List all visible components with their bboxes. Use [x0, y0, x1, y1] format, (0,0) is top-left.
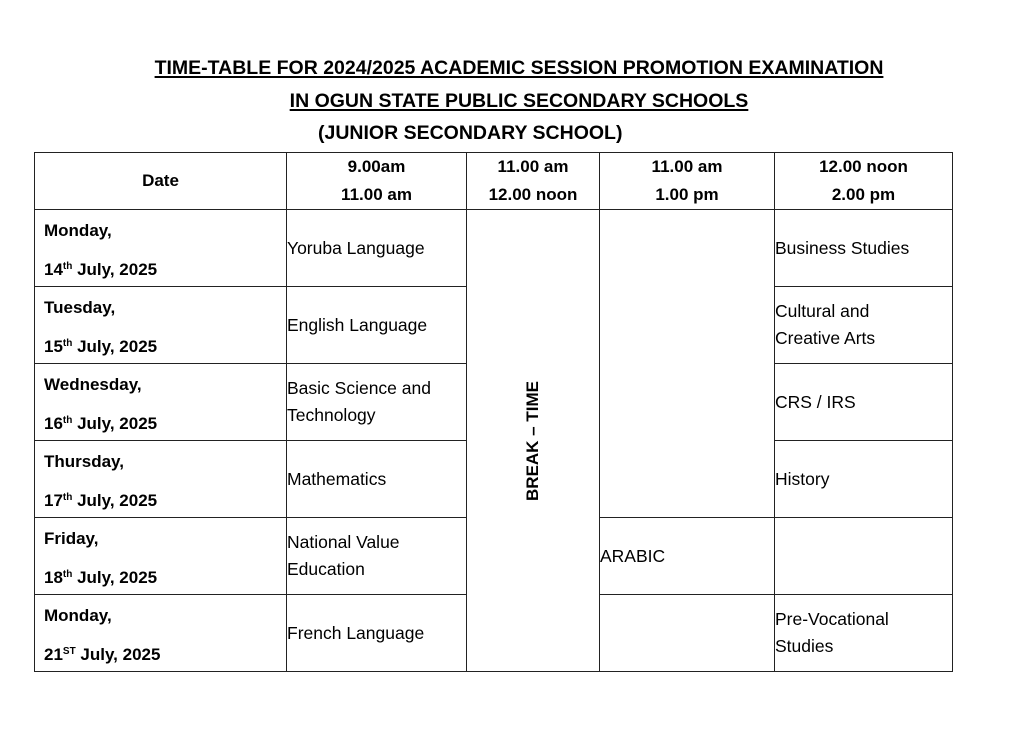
header-slot-3: [600, 153, 775, 210]
slot-4-end: 2.00 pm: [831, 185, 896, 204]
subject-line: History: [775, 468, 830, 489]
subject-line: Mathematics: [287, 468, 387, 489]
subject-line: Yoruba Language: [287, 237, 425, 258]
subject-line: English Language: [287, 314, 428, 335]
subject-line: Basic Science and: [287, 378, 431, 398]
date-number: 15: [44, 337, 63, 356]
timetable: [34, 152, 953, 672]
slot-3-start: 11.00 am: [651, 157, 723, 176]
slot-1-cell: [287, 595, 467, 672]
day-label: Monday,: [44, 221, 112, 240]
subject-line: Business Studies: [775, 237, 910, 258]
date-suffix: th: [62, 492, 73, 503]
header-slot-1: [287, 153, 467, 210]
break-time-cell: [467, 210, 600, 672]
subject-line: Education: [287, 559, 365, 579]
date-label: [44, 491, 157, 511]
date-month-year: July, 2025: [72, 337, 158, 356]
subject-line: Creative Arts: [775, 328, 876, 348]
date-label: [44, 568, 157, 588]
slot-4-cell: [775, 518, 953, 595]
date-month-year: July, 2025: [75, 645, 161, 664]
slot-3-cell: [600, 518, 775, 595]
date-suffix: th: [62, 569, 73, 580]
slot-1-end: 11.00 am: [341, 185, 412, 204]
header-slot-2: [467, 153, 600, 210]
slot-3-end: 1.00 pm: [655, 185, 719, 204]
slot-4-cell: [775, 441, 953, 518]
slot-1-cell: [287, 364, 467, 441]
subject-line: ARABIC: [600, 545, 666, 566]
header-slot-4: [775, 153, 953, 210]
date-cell: [35, 210, 287, 287]
date-number: 16: [44, 414, 63, 433]
day-label: Thursday,: [44, 452, 124, 471]
slot-4-cell: [775, 595, 953, 672]
title-line-2: IN OGUN STATE PUBLIC SECONDARY SCHOOLS: [289, 90, 749, 112]
slot-2-end: 12.00 noon: [488, 185, 578, 204]
day-label: Friday,: [44, 529, 99, 548]
date-cell: [35, 595, 287, 672]
subject-line: Technology: [287, 405, 376, 425]
slot-4-cell: [775, 210, 953, 287]
break-time-label: BREAK – TIME: [523, 381, 542, 501]
title-line-3: (JUNIOR SECONDARY SCHOOL): [318, 122, 623, 144]
slot-1-cell: [287, 287, 467, 364]
date-month-year: July, 2025: [72, 568, 158, 587]
table-row: [35, 210, 953, 287]
slot-2-start: 11.00 am: [497, 157, 569, 176]
date-number: 18: [44, 568, 63, 587]
day-label: Monday,: [44, 606, 112, 625]
date-label: [44, 337, 157, 357]
slot-4-cell: [775, 364, 953, 441]
header-row: [35, 153, 953, 210]
slot-4-start: 12.00 noon: [819, 157, 908, 176]
date-month-year: July, 2025: [72, 491, 158, 510]
date-number: 14: [44, 260, 63, 279]
date-cell: [35, 518, 287, 595]
date-suffix: th: [62, 415, 73, 426]
day-label: Wednesday,: [44, 375, 142, 394]
subject-line: Studies: [775, 636, 834, 656]
subject-line: Cultural and: [775, 301, 870, 321]
subject-line: Pre-Vocational: [775, 609, 889, 629]
date-cell: [35, 441, 287, 518]
date-label: [44, 414, 157, 434]
date-suffix: th: [62, 338, 73, 349]
slot-3-cell: [600, 210, 775, 518]
slot-1-cell: [287, 441, 467, 518]
date-suffix: th: [62, 261, 73, 272]
subject-line: French Language: [287, 622, 425, 643]
slot-4-cell: [775, 287, 953, 364]
date-suffix: ST: [62, 646, 76, 657]
slot-1-start: 9.00am: [347, 157, 406, 176]
title-line-1: TIME-TABLE FOR 2024/2025 ACADEMIC SESSION PROMOTION EXAMINATION: [154, 57, 884, 79]
date-cell: [35, 287, 287, 364]
date-month-year: July, 2025: [72, 414, 158, 433]
header-date: Date: [35, 153, 287, 210]
date-label: [44, 260, 157, 280]
slot-3-cell: [600, 595, 775, 672]
day-label: Tuesday,: [44, 298, 116, 317]
date-cell: [35, 364, 287, 441]
slot-1-cell: [287, 518, 467, 595]
date-number: 21: [44, 645, 63, 664]
slot-1-cell: [287, 210, 467, 287]
date-number: 17: [44, 491, 63, 510]
date-month-year: July, 2025: [72, 260, 158, 279]
subject-line: National Value: [287, 532, 400, 552]
subject-line: CRS / IRS: [775, 391, 856, 412]
date-label: [44, 645, 160, 665]
